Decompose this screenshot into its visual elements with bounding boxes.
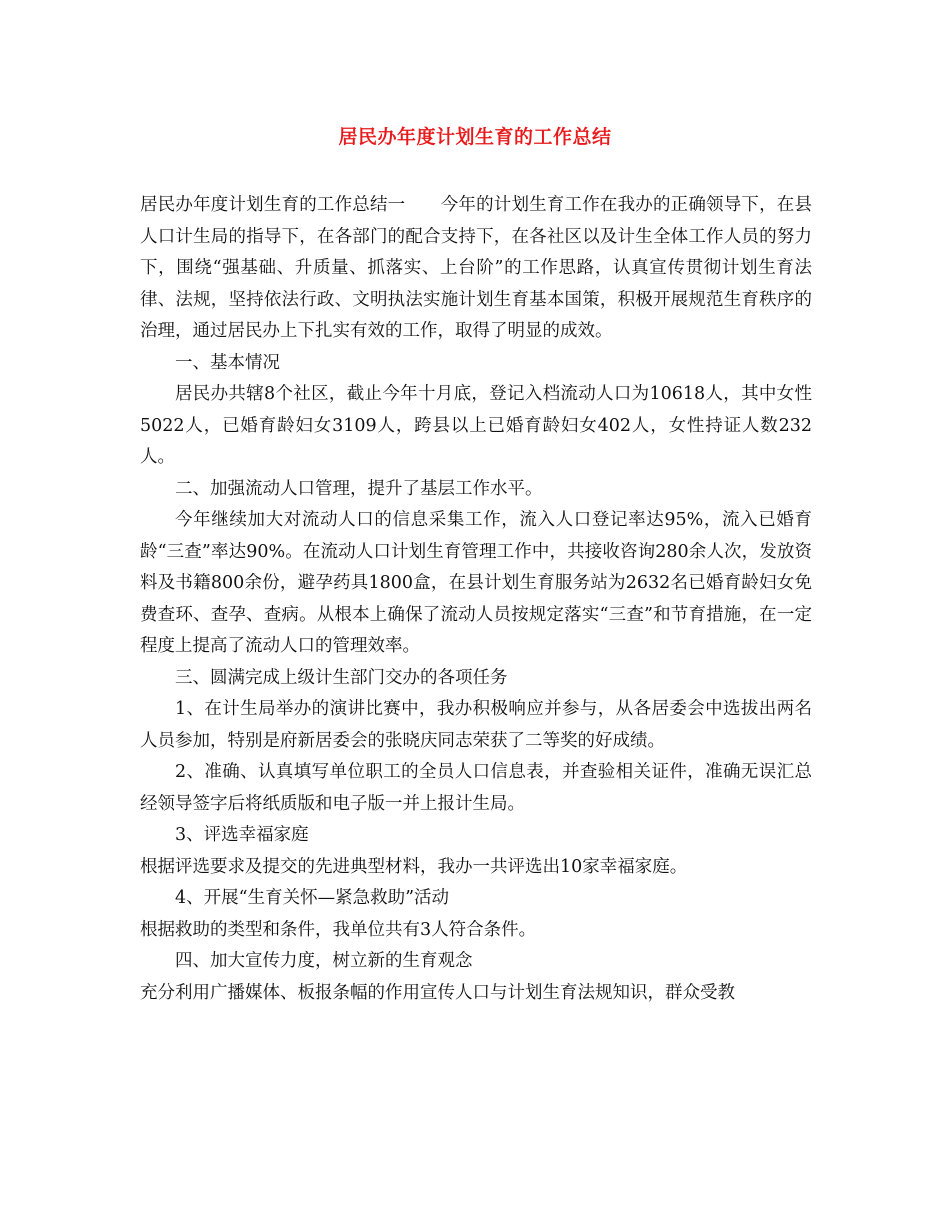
document-body — [140, 190, 812, 1009]
section-heading-publicity: 四、加大宣传力度，树立新的生育观念 — [175, 951, 473, 971]
section-heading-basic-situation: 一、基本情况 — [175, 352, 280, 373]
paragraph-basic-situation: 居民办共辖8个社区，截止今年十月底，登记入档流动人口为10618人，其中女性5022人，已婚育龄妇女3109人，跨县以上已婚育龄妇女402人，女性持证人数232人。 — [140, 384, 812, 467]
paragraph-happy-families: 根据评选要求及提交的先进典型材料，我办一共评选出10家幸福家庭。 — [140, 856, 688, 877]
subheading-emergency-aid: 4、开展“生育关怀—紧急救助”活动 — [175, 888, 450, 908]
paragraph-emergency-aid: 根据救助的类型和条件，我单位共有3人符合条件。 — [140, 919, 537, 940]
paragraph-floating-population: 今年继续加大对流动人口的信息采集工作，流入人口登记率达95%，流入已婚育龄“三查”率达90%。在流动人口计划生育管理工作中，共接收咨询280余人次，发放资料及书籍800余份，避孕药具1800盒，在县计划生育服务站为2632名已婚育龄妇女免费查环、查孕、查病。从根本上确保了流动人员按规定落实“三查”和节育措施，在一定程度上提高了流动人口的管理效率。 — [140, 510, 812, 656]
paragraph-task-speech-contest: 1、在计生局举办的演讲比赛中，我办积极响应并参与，从各居委会中选拔出两名人员参加，特别是府新居委会的张晓庆同志荣获了二等奖的好成绩。 — [140, 699, 812, 751]
section-heading-floating-population: 二、加强流动人口管理，提升了基层工作水平。 — [175, 478, 543, 499]
paragraph-publicity: 充分利用广播媒体、板报条幅的作用宣传人口与计划生育法规知识，群众受教 — [140, 982, 735, 1003]
subheading-happy-families: 3、评选幸福家庭 — [175, 825, 309, 845]
paragraph-task-info-form: 2、准确、认真填写单位职工的全员人口信息表，并查验相关证件，准确无误汇总经领导签字后将纸质版和电子版一并上报计生局。 — [140, 762, 812, 814]
section-heading-tasks: 三、圆满完成上级计生部门交办的各项任务 — [175, 667, 508, 688]
paragraph-intro: 居民办年度计划生育的工作总结一 今年的计划生育工作在我办的正确领导下，在县人口计生局的指导下，在各部门的配合支持下，在各社区以及计生全体工作人员的努力下，围绕“强基础、升质量、抓落实、上台阶”的工作思路，认真宣传贯彻计划生育法律、法规，坚持依法行政、文明执法实施计划生育基本国策，积极开展规范生育秩序的治理，通过居民办上下扎实有效的工作，取得了明显的成效。 — [140, 195, 812, 341]
document-title: 居民办年度计划生育的工作总结 — [338, 126, 612, 148]
